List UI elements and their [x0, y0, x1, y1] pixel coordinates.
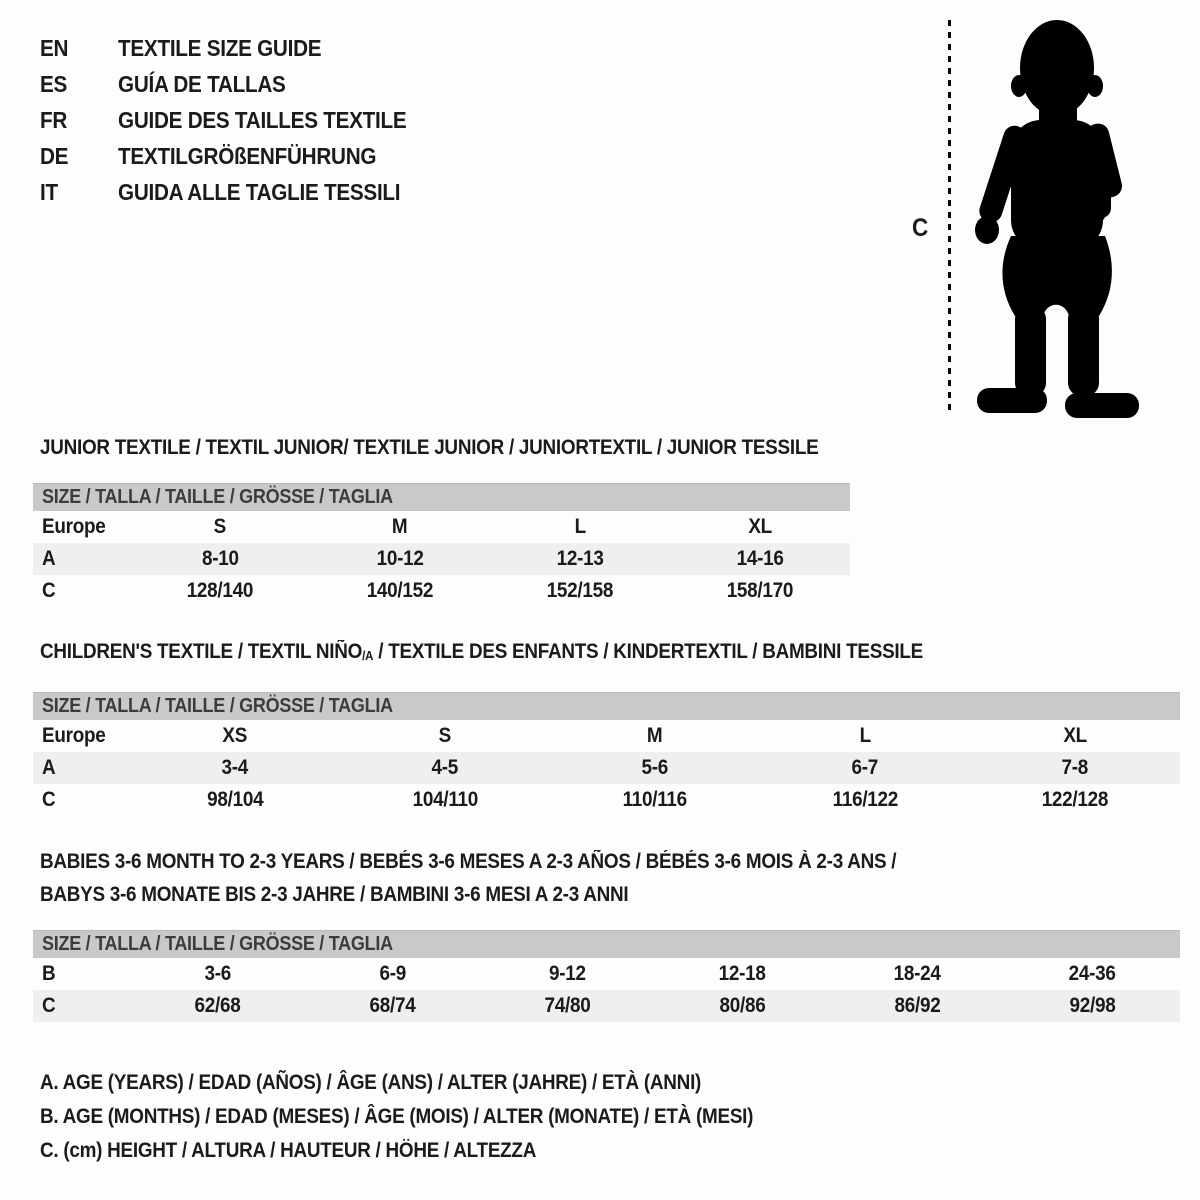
- table-cell: 12-18: [719, 962, 766, 985]
- lang-code: DE: [40, 142, 69, 169]
- title-text: / TEXTILE DES ENFANTS / KINDERTEXTIL / BAMBINI TESSILE: [373, 640, 924, 663]
- children-size-table: [33, 692, 1180, 816]
- table-cell: 6-7: [851, 756, 879, 779]
- size-header-bar: SIZE / TALLA / TAILLE / GRÖSSE / TAGLIA: [33, 692, 1180, 720]
- table-cell: 116/122: [832, 788, 898, 811]
- table-row: [33, 511, 850, 543]
- table-cell: 8-10: [201, 547, 239, 570]
- title-line-1: BABIES 3-6 MONTH TO 2-3 YEARS / BEBÉS 3-6 MESES A 2-3 AÑOS / BÉBÉS 3-6 MOIS À 2-3 ANS /: [40, 850, 897, 873]
- table-cell: 14-16: [736, 547, 784, 570]
- table-cell: 3-6: [204, 962, 231, 985]
- table-cell: 98/104: [206, 788, 264, 811]
- table-cell: L: [574, 515, 586, 538]
- table-row: [33, 575, 850, 607]
- lang-row-en: [40, 30, 439, 66]
- table-cell: 80/86: [719, 994, 766, 1017]
- table-row: [33, 958, 1180, 990]
- table-cell: 4-5: [431, 756, 459, 779]
- row-label: A: [42, 756, 56, 779]
- height-measure-label: C: [912, 214, 928, 242]
- row-label: C: [42, 994, 56, 1017]
- row-label: C: [42, 788, 56, 811]
- table-cell: XL: [1063, 724, 1087, 747]
- lang-title: TEXTILE SIZE GUIDE: [118, 34, 322, 61]
- table-cell: XS: [222, 724, 248, 747]
- title-text: CHILDREN'S TEXTILE / TEXTIL NIÑO: [40, 640, 363, 663]
- babies-size-table: [33, 930, 1180, 1022]
- language-title-block: [40, 30, 439, 210]
- table-cell: 158/170: [726, 579, 794, 602]
- table-cell: 5-6: [641, 756, 669, 779]
- row-label: C: [42, 579, 56, 602]
- table-cell: S: [213, 515, 227, 538]
- table-cell: 128/140: [186, 579, 254, 602]
- table-cell: 3-4: [221, 756, 249, 779]
- size-header-bar: SIZE / TALLA / TAILLE / GRÖSSE / TAGLIA: [33, 930, 1180, 958]
- lang-title: GUIDE DES TAILLES TEXTILE: [118, 106, 407, 133]
- toddler-silhouette-icon: [965, 18, 1145, 420]
- children-section-title: [40, 640, 1021, 664]
- row-label: B: [42, 962, 56, 985]
- lang-code: EN: [40, 34, 69, 61]
- table-cell: 140/152: [366, 579, 434, 602]
- row-label: A: [42, 547, 56, 570]
- table-row: [33, 990, 1180, 1022]
- lang-title: GUÍA DE TALLAS: [118, 70, 286, 97]
- table-row: [33, 784, 1180, 816]
- table-cell: XL: [748, 515, 772, 538]
- junior-section-title: JUNIOR TEXTILE / TEXTIL JUNIOR/ TEXTILE JUNIOR / JUNIORTEXTIL / JUNIOR TESSILE: [40, 436, 819, 459]
- lang-code: IT: [40, 178, 58, 205]
- table-cell: M: [392, 515, 408, 538]
- footnotes-block: [40, 1066, 832, 1168]
- table-cell: 86/92: [894, 994, 941, 1017]
- table-cell: 104/110: [412, 788, 478, 811]
- table-row: [33, 752, 1180, 784]
- lang-row-es: [40, 66, 439, 102]
- table-cell: 6-9: [379, 962, 406, 985]
- table-row: [33, 543, 850, 575]
- title-line-2: BABYS 3-6 MONATE BIS 2-3 JAHRE / BAMBINI 3-6 MESI A 2-3 ANNI: [40, 883, 629, 906]
- babies-section-title: [40, 845, 991, 911]
- table-cell: 7-8: [1061, 756, 1089, 779]
- table-cell: 68/74: [369, 994, 416, 1017]
- lang-code: FR: [40, 106, 68, 133]
- table-cell: 92/98: [1069, 994, 1116, 1017]
- table-cell: 10-12: [376, 547, 424, 570]
- size-header-bar: SIZE / TALLA / TAILLE / GRÖSSE / TAGLIA: [33, 483, 850, 511]
- table-cell: 18-24: [894, 962, 941, 985]
- table-cell: L: [859, 724, 871, 747]
- title-subscript: /A: [362, 648, 374, 664]
- footnote-b: B. AGE (MONTHS) / EDAD (MESES) / ÂGE (MOIS) / ALTER (MONATE) / ETÀ (MESI): [40, 1105, 754, 1128]
- table-cell: 152/158: [546, 579, 614, 602]
- lang-row-de: [40, 138, 439, 174]
- height-measure-dashed-line: [948, 20, 951, 416]
- table-cell: 62/68: [194, 994, 241, 1017]
- row-label: Europe: [42, 724, 106, 747]
- table-cell: S: [438, 724, 452, 747]
- lang-code: ES: [40, 70, 68, 97]
- table-cell: 122/128: [1041, 788, 1109, 811]
- table-cell: 74/80: [544, 994, 591, 1017]
- table-cell: 24-36: [1069, 962, 1116, 985]
- footnote-c: C. (cm) HEIGHT / ALTURA / HAUTEUR / HÖHE / ALTEZZA: [40, 1139, 537, 1162]
- table-cell: 9-12: [549, 962, 586, 985]
- lang-title: GUIDA ALLE TAGLIE TESSILI: [118, 178, 401, 205]
- lang-row-fr: [40, 102, 439, 138]
- lang-title: TEXTILGRÖßENFÜHRUNG: [118, 142, 377, 169]
- row-label: Europe: [42, 515, 106, 538]
- footnote-a: A. AGE (YEARS) / EDAD (AÑOS) / ÂGE (ANS) / ALTER (JAHRE) / ETÀ (ANNI): [40, 1071, 702, 1094]
- table-cell: M: [647, 724, 663, 747]
- junior-size-table: [33, 483, 850, 607]
- lang-row-it: [40, 174, 439, 210]
- table-cell: 110/116: [622, 788, 688, 811]
- table-row: [33, 720, 1180, 752]
- table-cell: 12-13: [556, 547, 604, 570]
